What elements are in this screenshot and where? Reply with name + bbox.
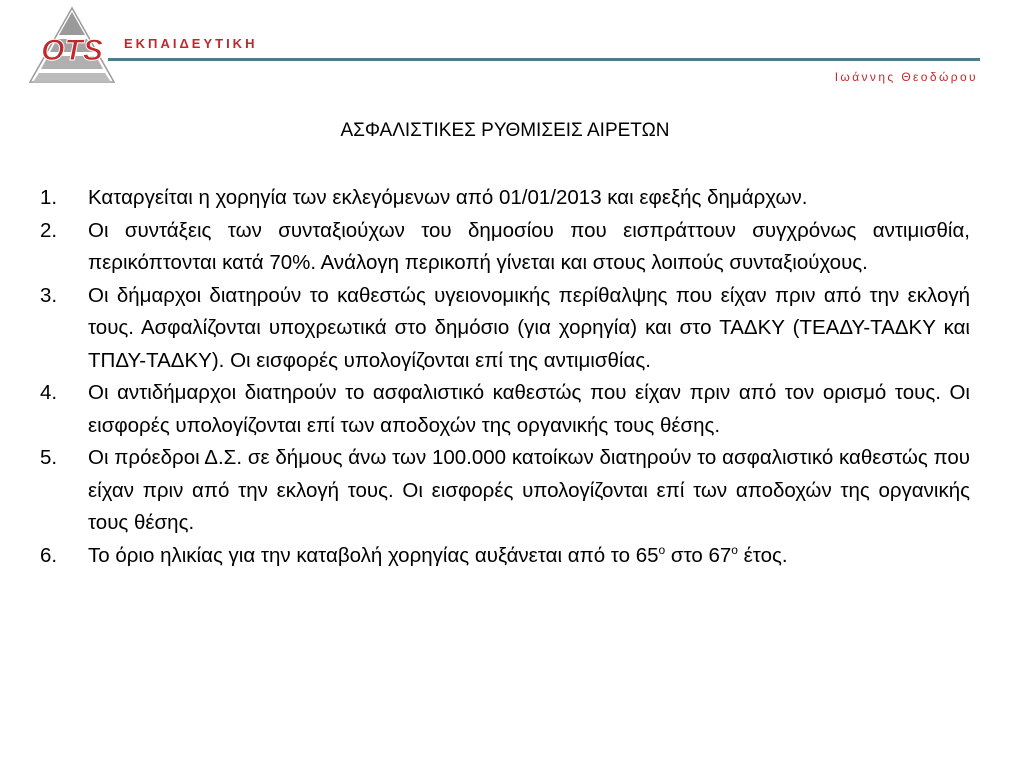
list-number: 4. xyxy=(40,381,58,404)
list-item xyxy=(40,540,970,573)
list-text: Καταργείται η χορηγία των εκλεγόμενων από 01/01/2013 και εφεξής δημάρχων. xyxy=(88,186,808,209)
list-number: 5. xyxy=(40,446,58,469)
list-number: 2. xyxy=(40,218,58,242)
ordinal-superscript: ο xyxy=(731,542,738,557)
page-title: ΑΣΦΑΛΙΣΤΙΚΕΣ ΡΥΘΜΙΣΕΙΣ ΑΙΡΕΤΩΝ xyxy=(340,120,670,141)
text-segment: έτος. xyxy=(737,543,788,567)
list-item xyxy=(40,280,970,378)
list-item xyxy=(40,442,970,540)
list-item xyxy=(40,215,970,280)
text-segment: στο 67 xyxy=(665,543,732,567)
text-segment: Το όριο ηλικίας για την καταβολή χορηγίας αυξάνεται από το 65 xyxy=(88,543,659,567)
list-text: Οι αντιδήμαρχοι διατηρούν το ασφαλιστικό καθεστώς που είχαν πριν από τον ορισμό τους. Οι εισφορές υπολογίζονται επί των αποδοχών της οργανικής τους θέσης. xyxy=(88,381,970,437)
list-item xyxy=(40,182,970,215)
list-text xyxy=(88,540,970,573)
logo-text: OTS xyxy=(41,34,103,67)
list-item xyxy=(40,377,970,442)
header-rule xyxy=(108,58,980,61)
list-number: 3. xyxy=(40,283,58,307)
list-text: Οι δήμαρχοι διατηρούν το καθεστώς υγειονομικής περίθαλψης που είχαν πριν από την εκλογή τους. Ασφαλίζονται υποχρεωτικά στο δημόσιο (για χορηγία) και στο ΤΑΔΚΥ (ΤΕΑΔΥ-ΤΑΔΚΥ και ΤΠΔΥ-ΤΑΔΚΥ). Οι εισφορές υπολογίζονται επί της αντιμισθίας. xyxy=(88,283,970,372)
list-number: 1. xyxy=(40,186,58,209)
ots-logo xyxy=(28,6,116,84)
brand-label: ΕΚΠΑΙΔΕΥΤΙΚΗ xyxy=(124,36,258,51)
author-name: Ιωάννης Θεοδώρου xyxy=(834,70,978,84)
list-number: 6. xyxy=(40,543,58,567)
measures-list xyxy=(40,182,970,572)
list-text: Οι πρόεδροι Δ.Σ. σε δήμους άνω των 100.000 κατοίκων διατηρούν το ασφαλιστικό καθεστώς που είχαν πριν από την εκλογή τους. Οι εισφορές υπολογίζονται επί των αποδοχών της οργανικής τους θέσης. xyxy=(88,446,970,534)
ordinal-superscript: ο xyxy=(658,542,666,557)
list-text: Οι συντάξεις των συνταξιούχων του δημοσίου που εισπράττουν συγχρόνως αντιμισθία, περικόπτονται κατά 70%. Ανάλογη περικοπή γίνεται και στους λοιπούς συνταξιούχους. xyxy=(88,218,970,274)
